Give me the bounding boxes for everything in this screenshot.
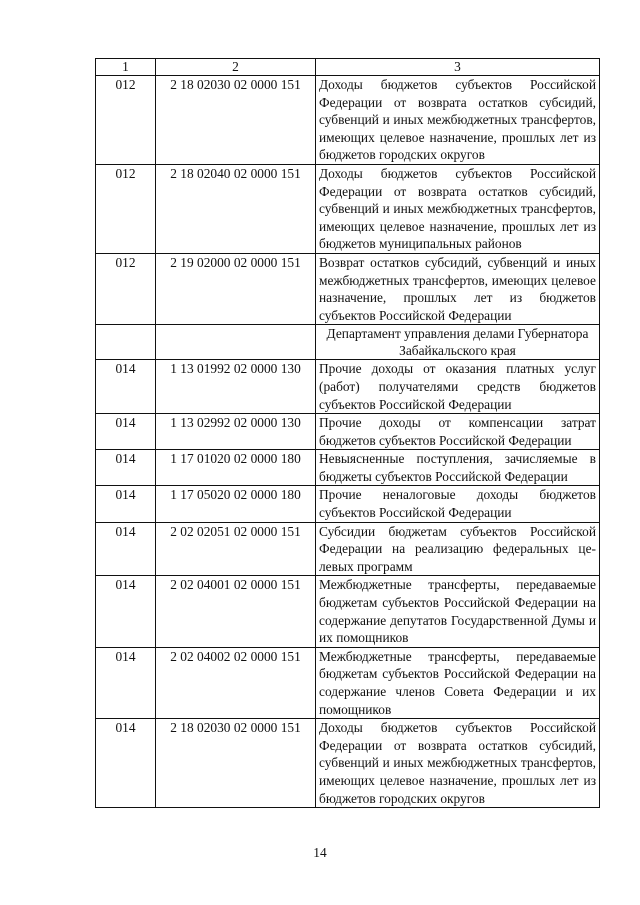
admin-code-cell: 012 <box>96 164 156 253</box>
admin-code-cell: 014 <box>96 486 156 522</box>
table-row <box>96 360 600 414</box>
page-number: 14 <box>313 845 327 860</box>
table-row <box>96 76 600 165</box>
revenue-name-cell: Межбюджетные трансферты, передаваемые бюджетам субъектов Российской Федерации на содержание депутатов Государственной Думы и их помощников <box>316 576 600 647</box>
admin-code-cell: 014 <box>96 719 156 808</box>
revenue-name-cell: Межбюджетные трансферты, передаваемые бюджетам субъектов Российской Федерации на содержание членов Совета Федерации и их помощников <box>316 647 600 718</box>
budget-code-cell <box>156 325 316 360</box>
table-row <box>96 253 600 324</box>
budget-code-cell: 1 13 01992 02 0000 130 <box>156 360 316 414</box>
revenue-name-cell: Прочие доходы от компенсации затрат бюджетов субъектов Российской Федерации <box>316 414 600 450</box>
budget-code-cell: 2 02 04001 02 0000 151 <box>156 576 316 647</box>
table-row <box>96 719 600 808</box>
admin-code-cell: 014 <box>96 360 156 414</box>
column-header-2: 2 <box>156 59 316 76</box>
revenue-codes-table <box>95 58 600 808</box>
table-row <box>96 522 600 576</box>
department-heading-row <box>96 325 600 360</box>
budget-code-cell: 1 17 01020 02 0000 180 <box>156 450 316 486</box>
column-header-3: 3 <box>316 59 600 76</box>
table-row <box>96 647 600 718</box>
budget-code-cell: 1 17 05020 02 0000 180 <box>156 486 316 522</box>
admin-code-cell: 014 <box>96 576 156 647</box>
budget-code-cell: 2 18 02030 02 0000 151 <box>156 719 316 808</box>
revenue-name-cell: Прочие неналоговые доходы бюджетов субъектов Российской Федерации <box>316 486 600 522</box>
column-header-1: 1 <box>96 59 156 76</box>
revenue-name-cell: Доходы бюджетов субъектов Российской Федерации от возврата остатков субсидий, субвенций и иных межбюджетных трансфертов, имеющих целевое назначение, прошлых лет из бюджетов городских округов <box>316 719 600 808</box>
budget-code-cell: 2 02 02051 02 0000 151 <box>156 522 316 576</box>
admin-code-cell <box>96 325 156 360</box>
admin-code-cell: 012 <box>96 253 156 324</box>
revenue-name-cell: Прочие доходы от оказания платных услуг (работ) получателями средств бюджетов субъектов Российской Федерации <box>316 360 600 414</box>
budget-code-cell: 2 02 04002 02 0000 151 <box>156 647 316 718</box>
revenue-name-cell: Доходы бюджетов субъектов Российской Федерации от возврата остатков субсидий, субвенций и иных межбюджетных трансфертов, имеющих целевое назначение, прошлых лет из бюджетов муниципальных районов <box>316 164 600 253</box>
budget-code-cell: 2 18 02030 02 0000 151 <box>156 76 316 165</box>
budget-code-cell: 2 18 02040 02 0000 151 <box>156 164 316 253</box>
admin-code-cell: 014 <box>96 522 156 576</box>
admin-code-cell: 014 <box>96 414 156 450</box>
table-row <box>96 576 600 647</box>
department-heading: Департамент управления делами Губернатора Забайкальского края <box>316 325 600 360</box>
table-row <box>96 164 600 253</box>
admin-code-cell: 014 <box>96 450 156 486</box>
revenue-name-cell: Невыясненные поступления, зачисляемые в бюджеты субъектов Российской Федерации <box>316 450 600 486</box>
revenue-name-cell: Доходы бюджетов субъектов Российской Федерации от возврата остатков субсидий, субвенций и иных межбюджетных трансфертов, имеющих целевое назначение, прошлых лет из бюджетов городских округов <box>316 76 600 165</box>
revenue-name-cell: Субсидии бюджетам субъектов Российской Федерации на реализацию федеральных целевых программ <box>316 522 600 576</box>
admin-code-cell: 014 <box>96 647 156 718</box>
table-row <box>96 450 600 486</box>
revenue-name-cell: Возврат остатков субсидий, субвенций и иных межбюджетных трансфертов, имеющих целевое назначение, прошлых лет из бюджетов субъектов Российской Федерации <box>316 253 600 324</box>
admin-code-cell: 012 <box>96 76 156 165</box>
budget-code-cell: 2 19 02000 02 0000 151 <box>156 253 316 324</box>
table-row <box>96 414 600 450</box>
budget-code-cell: 1 13 02992 02 0000 130 <box>156 414 316 450</box>
table-row <box>96 486 600 522</box>
table-header-row <box>96 59 600 76</box>
